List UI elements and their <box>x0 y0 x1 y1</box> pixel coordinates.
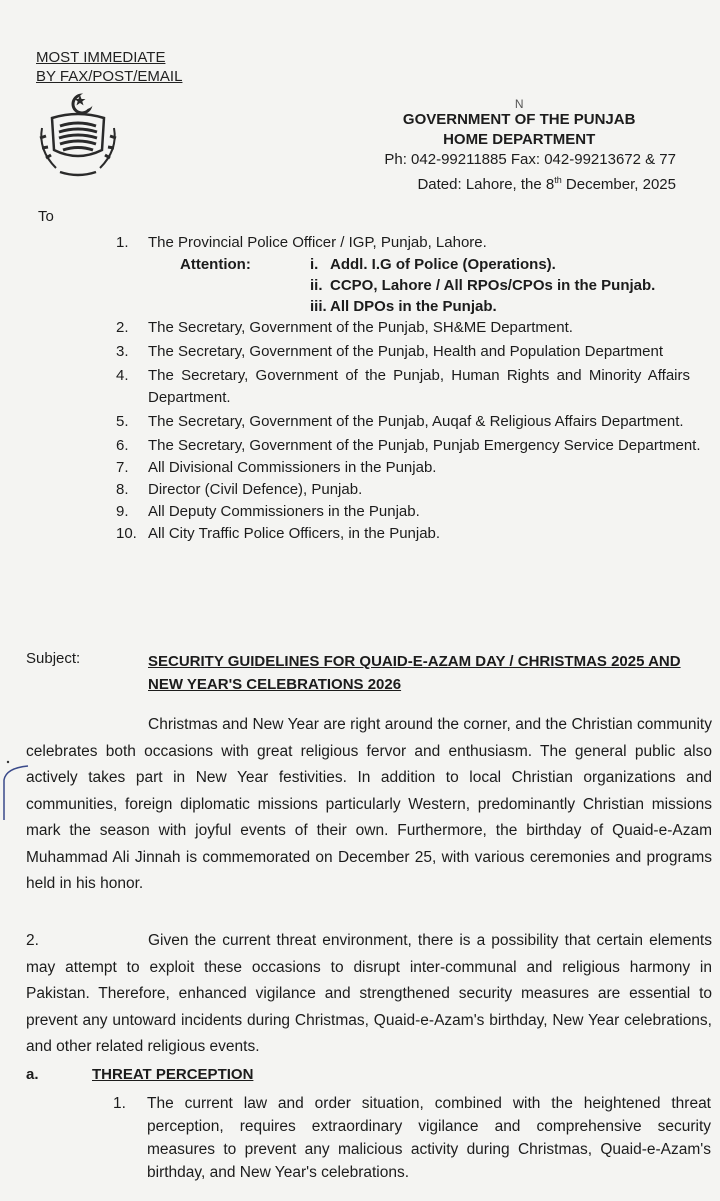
paragraph-2: 2. Given the current threat environment, there is a possibility that certain elements may attempt to exploit these occasions to disrupt inter-communal and religious harmony in Pakistan. Therefore, enhanced vigilance and strengthened security measures are essential to prevent any untoward incidents during Christmas, Quaid-e-Azam's birthday, New Year celebrations, and other related religious events. <box>26 932 712 1055</box>
addressee-item: 4. The Secretary, Government of the Punjab, Human Rights and Minority Affairs Department. <box>116 367 690 406</box>
date-line: Dated: Lahore, the 8th December, 2025 <box>417 175 676 193</box>
addressee-item: 8. Director (Civil Defence), Punjab. <box>116 481 363 498</box>
attention-list <box>310 254 655 317</box>
paragraph-1: Christmas and New Year are right around the corner, and the Christian community celebrates both occasions with great religious fervor and enthusiasm. The general public also actively takes part in New Year festivities. In addition to local Christian organizations and communities, foreign diplomatic missions particularly Western, predominantly Christian missions mark the season with joyful events of their own. Furthermore, the birthday of Quaid-e-Azam Muhammad Ali Jinnah is commemorated on December 25, with various ceremonies and programs held in his honor. <box>26 716 712 892</box>
addressee-item: 1. The Provincial Police Officer / IGP, Punjab, Lahore. <box>116 234 487 251</box>
phone-fax: Ph: 042-99211885 Fax: 042-99213672 & 77 <box>384 151 676 168</box>
letter-number: N <box>514 97 524 111</box>
letterhead <box>384 97 676 195</box>
addressee-item: 3. The Secretary, Government of the Punjab, Health and Population Department <box>116 343 664 360</box>
attention-item: ii. CCPO, Lahore / All RPOs/CPOs in the Punjab. <box>310 277 656 294</box>
subject-text: SECURITY GUIDELINES FOR QUAID-E-AZAM DAY / CHRISTMAS 2025 AND NEW YEAR'S CELEBRATIONS 2026 <box>148 653 681 693</box>
section-a-heading: a. THREAT PERCEPTION <box>26 1066 254 1083</box>
attention-label: Attention: <box>180 256 251 273</box>
department-title: HOME DEPARTMENT <box>443 131 596 148</box>
addressee-item: 2. The Secretary, Government of the Punjab, SH&ME Department. <box>116 319 573 336</box>
addressee-item: 5. The Secretary, Government of the Punjab, Auqaf & Religious Affairs Department. <box>116 413 684 430</box>
attention-item: iii. All DPOs in the Punjab. <box>310 298 497 315</box>
government-title: GOVERNMENT OF THE PUNJAB <box>402 111 636 128</box>
addressee-item: 7. All Divisional Commissioners in the Punjab. <box>116 459 437 476</box>
threat-item-1: 1. The current law and order situation, combined with the heightened threat perception, requires extraordinary vigilance and comprehensive security measures to prevent any malicious activity during Christmas, Quaid-e-Azam's birthday, and New Year's celebrations. <box>113 1095 711 1181</box>
punjab-emblem-icon <box>30 88 126 184</box>
to-label: To <box>38 208 54 225</box>
urgency-line-1: MOST IMMEDIATE <box>36 49 166 66</box>
attention-block <box>116 254 706 317</box>
addressee-item: 9. All Deputy Commissioners in the Punjab. <box>116 503 420 520</box>
addressee-item: 6. The Secretary, Government of the Punjab, Punjab Emergency Service Department. <box>116 437 701 454</box>
attention-item: i. Addl. I.G of Police (Operations). <box>310 256 556 273</box>
addressee-list <box>116 232 706 545</box>
subject-label: Subject: <box>26 650 81 667</box>
urgency-marking <box>36 48 182 86</box>
urgency-line-2: BY FAX/POST/EMAIL <box>36 68 183 85</box>
addressee-item: 10. All City Traffic Police Officers, in the Punjab. <box>116 525 441 542</box>
